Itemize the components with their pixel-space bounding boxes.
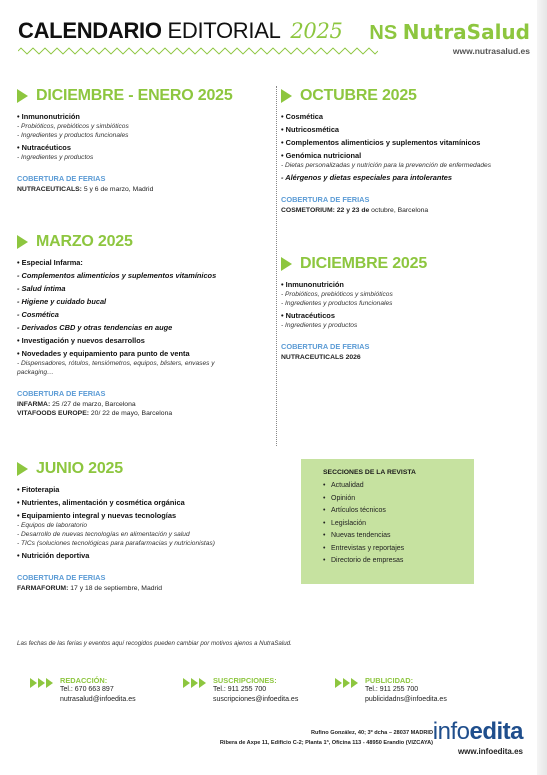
feria-detail: 20/ 22 de mayo, Barcelona bbox=[89, 410, 173, 417]
topic-subitem: - Ingredientes y productos bbox=[17, 154, 94, 161]
section-heading bbox=[281, 255, 536, 273]
title-bold: CALENDARIO bbox=[18, 18, 162, 43]
secciones-title: SECCIONES DE LA REVISTA bbox=[323, 469, 416, 476]
topic-item: • Nutracéuticos bbox=[281, 311, 335, 320]
contact-email[interactable]: nutrasalud@infoedita.es bbox=[60, 696, 136, 703]
topic-item: - Complementos alimenticios y suplementos vitamínicos bbox=[17, 271, 217, 280]
title-light: EDITORIAL bbox=[167, 18, 281, 43]
feria-name: FARMAFORUM: bbox=[17, 585, 69, 592]
chevrons-icon bbox=[335, 678, 359, 705]
topic-subitem: - Ingredientes y productos funcionales bbox=[281, 300, 393, 307]
topic-subitem: - Dietas personalizadas y nutrición para la prevención de enfermedades bbox=[281, 162, 492, 169]
logo-edita: edita bbox=[469, 718, 523, 745]
section-diciembre-enero bbox=[17, 87, 272, 194]
topic-subitem: - Equipos de laboratorio bbox=[17, 522, 88, 529]
ferias-label: COBERTURA DE FERIAS bbox=[281, 195, 370, 204]
spacer bbox=[17, 377, 272, 380]
header bbox=[18, 14, 538, 64]
section-heading bbox=[17, 87, 272, 105]
feria-entry bbox=[281, 353, 536, 362]
section-heading bbox=[281, 87, 536, 105]
triangle-bullet-icon bbox=[17, 462, 28, 476]
disclaimer-text: Las fechas de las ferias y eventos aquí recogidos pueden cambiar por motivos ajenos a NutraSalud. bbox=[17, 640, 292, 647]
feria-detail: 5 y 6 de marzo, Madrid bbox=[81, 186, 154, 193]
topic-subitem: - Probióticos, prebióticos y simbióticos bbox=[281, 291, 393, 298]
topic-item: - Salud íntima bbox=[17, 284, 66, 293]
topic-item: • Nutrientes, alimentación y cosmética orgánica bbox=[17, 498, 185, 507]
secciones-item: • Legislación bbox=[323, 518, 474, 531]
logo-name: NutraSalud bbox=[402, 20, 530, 44]
topic-subitem: - Ingredientes y productos funcionales bbox=[17, 132, 129, 139]
topic-item: • Fitoterapia bbox=[17, 485, 60, 494]
triangle-bullet-icon bbox=[17, 235, 28, 249]
feria-name: INFARMA: bbox=[17, 401, 51, 408]
publisher-address bbox=[220, 728, 433, 748]
triangle-bullet-icon bbox=[281, 257, 292, 271]
logo-ns-mark: NS bbox=[369, 22, 398, 44]
topic-item: - Higiene y cuidado bucal bbox=[17, 297, 107, 306]
feria-detail: 25 /27 de marzo, Barcelona bbox=[50, 401, 136, 408]
feria-name: COSMETORIUM: 22 y 23 de bbox=[281, 207, 370, 214]
contact-phone[interactable]: Tel.: 911 255 700 bbox=[365, 686, 419, 693]
topic-item: • Nutrición deportiva bbox=[17, 551, 90, 560]
section-junio bbox=[17, 460, 272, 593]
chevrons-icon bbox=[183, 678, 207, 705]
topic-item: - Cosmética bbox=[17, 310, 59, 319]
feria-name: NUTRACEUTICALS 2026 bbox=[281, 354, 361, 361]
contact-phone[interactable]: Tel.: 670 663 897 bbox=[60, 686, 114, 693]
section-title: MARZO 2025 bbox=[36, 233, 133, 250]
section-heading bbox=[17, 233, 272, 251]
logo-info: info bbox=[432, 718, 470, 745]
ferias-label: COBERTURA DE FERIAS bbox=[17, 174, 106, 183]
logo-url[interactable]: www.nutrasalud.es bbox=[452, 46, 530, 56]
topic-item: - Alérgenos y dietas especiales para intolerantes bbox=[281, 173, 453, 182]
zigzag-divider bbox=[18, 47, 378, 55]
topic-item: • Nutricosmética bbox=[281, 125, 340, 134]
page-edge-tab bbox=[537, 0, 547, 775]
contact-suscripciones bbox=[183, 676, 298, 705]
feria-entry bbox=[17, 185, 272, 194]
feria-entry bbox=[17, 584, 272, 593]
topic-item: • Investigación y nuevos desarrollos bbox=[17, 336, 145, 345]
contact-email[interactable]: publicidadns@infoedita.es bbox=[365, 696, 447, 703]
secciones-item: • Opinión bbox=[323, 493, 474, 506]
triangle-bullet-icon bbox=[17, 89, 28, 103]
address-line: Rufino González, 40; 3º dcha – 28037 MADRID bbox=[310, 730, 433, 736]
contact-label: SUSCRIPCIONES: bbox=[213, 676, 277, 685]
topic-subitem: - Dispensadores, rótulos, tensiómetros, equipos, blisters, envases y bbox=[17, 360, 215, 367]
section-title: OCTUBRE 2025 bbox=[300, 87, 417, 104]
section-diciembre bbox=[281, 255, 536, 362]
topic-item: - Derivados CBD y otras tendencias en auge bbox=[17, 323, 173, 332]
topic-item: • Equipamiento integral y nuevas tecnologías bbox=[17, 511, 177, 520]
spacer bbox=[17, 162, 272, 165]
publisher-url[interactable]: www.infoedita.es bbox=[457, 747, 523, 756]
contact-label: PUBLICIDAD: bbox=[365, 676, 414, 685]
section-octubre bbox=[281, 87, 536, 215]
secciones-item: • Nuevas tendencias bbox=[323, 530, 474, 543]
secciones-item: • Directorio de empresas bbox=[323, 555, 474, 568]
topic-item: • Novedades y equipamiento para punto de venta bbox=[17, 349, 190, 358]
spacer bbox=[281, 183, 536, 186]
page-title bbox=[18, 18, 343, 44]
contact-redaccion bbox=[30, 676, 136, 705]
secciones-item: • Artículos técnicos bbox=[323, 505, 474, 518]
secciones-list bbox=[323, 480, 474, 568]
section-marzo bbox=[17, 233, 272, 418]
column-divider bbox=[276, 86, 277, 446]
topic-item: • Nutracéuticos bbox=[17, 143, 71, 152]
address-line: Ribera de Axpe 11, Edificio C-2; Planta 1ª, Oficina 113 - 48950 Erandio (VIZCAYA) bbox=[219, 740, 433, 746]
section-title: JUNIO 2025 bbox=[36, 460, 123, 477]
contact-email[interactable]: suscripciones@infoedita.es bbox=[213, 696, 299, 703]
contact-publicidad bbox=[335, 676, 447, 705]
topic-item: • Complementos alimenticios y suplementos vitamínicos bbox=[281, 138, 481, 147]
infoedita-logo[interactable] bbox=[433, 719, 523, 756]
ferias-label: COBERTURA DE FERIAS bbox=[17, 573, 106, 582]
feria-detail: octubre, Barcelona bbox=[369, 207, 429, 214]
feria-entry bbox=[281, 206, 536, 215]
triangle-bullet-icon bbox=[281, 89, 292, 103]
secciones-box bbox=[301, 459, 474, 584]
feria-entry bbox=[17, 409, 272, 418]
feria-entry bbox=[17, 400, 272, 409]
topic-subitem: - Ingredientes y productos bbox=[281, 322, 358, 329]
section-title: DICIEMBRE - ENERO 2025 bbox=[36, 87, 233, 104]
spacer bbox=[281, 330, 536, 333]
topic-item: • Genómica nutricional bbox=[281, 151, 362, 160]
ferias-label: COBERTURA DE FERIAS bbox=[17, 389, 106, 398]
topic-subitem: - TICs (soluciones tecnológicas para parafarmacias y nutricionistas) bbox=[17, 540, 215, 547]
chevrons-icon bbox=[30, 678, 54, 705]
topic-item: • Cosmética bbox=[281, 112, 324, 121]
contact-label: REDACCIÓN: bbox=[60, 676, 108, 685]
topic-subitem: - Desarrollo de nuevas tecnologías en alimentación y salud bbox=[17, 531, 190, 538]
spacer bbox=[17, 561, 272, 564]
topic-item: • Inmunonutrición bbox=[17, 112, 80, 121]
title-year: 2025 bbox=[290, 19, 343, 43]
section-heading bbox=[17, 460, 272, 478]
section-title: DICIEMBRE 2025 bbox=[300, 255, 428, 272]
feria-detail: 17 y 18 de septiembre, Madrid bbox=[68, 585, 163, 592]
feria-name: VITAFOODS EUROPE: bbox=[17, 410, 90, 417]
contact-phone[interactable]: Tel.: 911 255 700 bbox=[213, 686, 267, 693]
feria-name: NUTRACEUTICALS: bbox=[17, 186, 82, 193]
topic-subitem: packaging… bbox=[17, 369, 54, 376]
ferias-label: COBERTURA DE FERIAS bbox=[281, 342, 370, 351]
topic-item: • Especial Infarma: bbox=[17, 258, 83, 267]
secciones-item: • Entrevistas y reportajes bbox=[323, 543, 474, 556]
topic-subitem: - Probióticos, prebióticos y simbióticos bbox=[17, 123, 129, 130]
topic-item: • Inmunonutrición bbox=[281, 280, 344, 289]
nutrasalud-logo[interactable] bbox=[369, 20, 530, 56]
secciones-item: • Actualidad bbox=[323, 480, 474, 493]
